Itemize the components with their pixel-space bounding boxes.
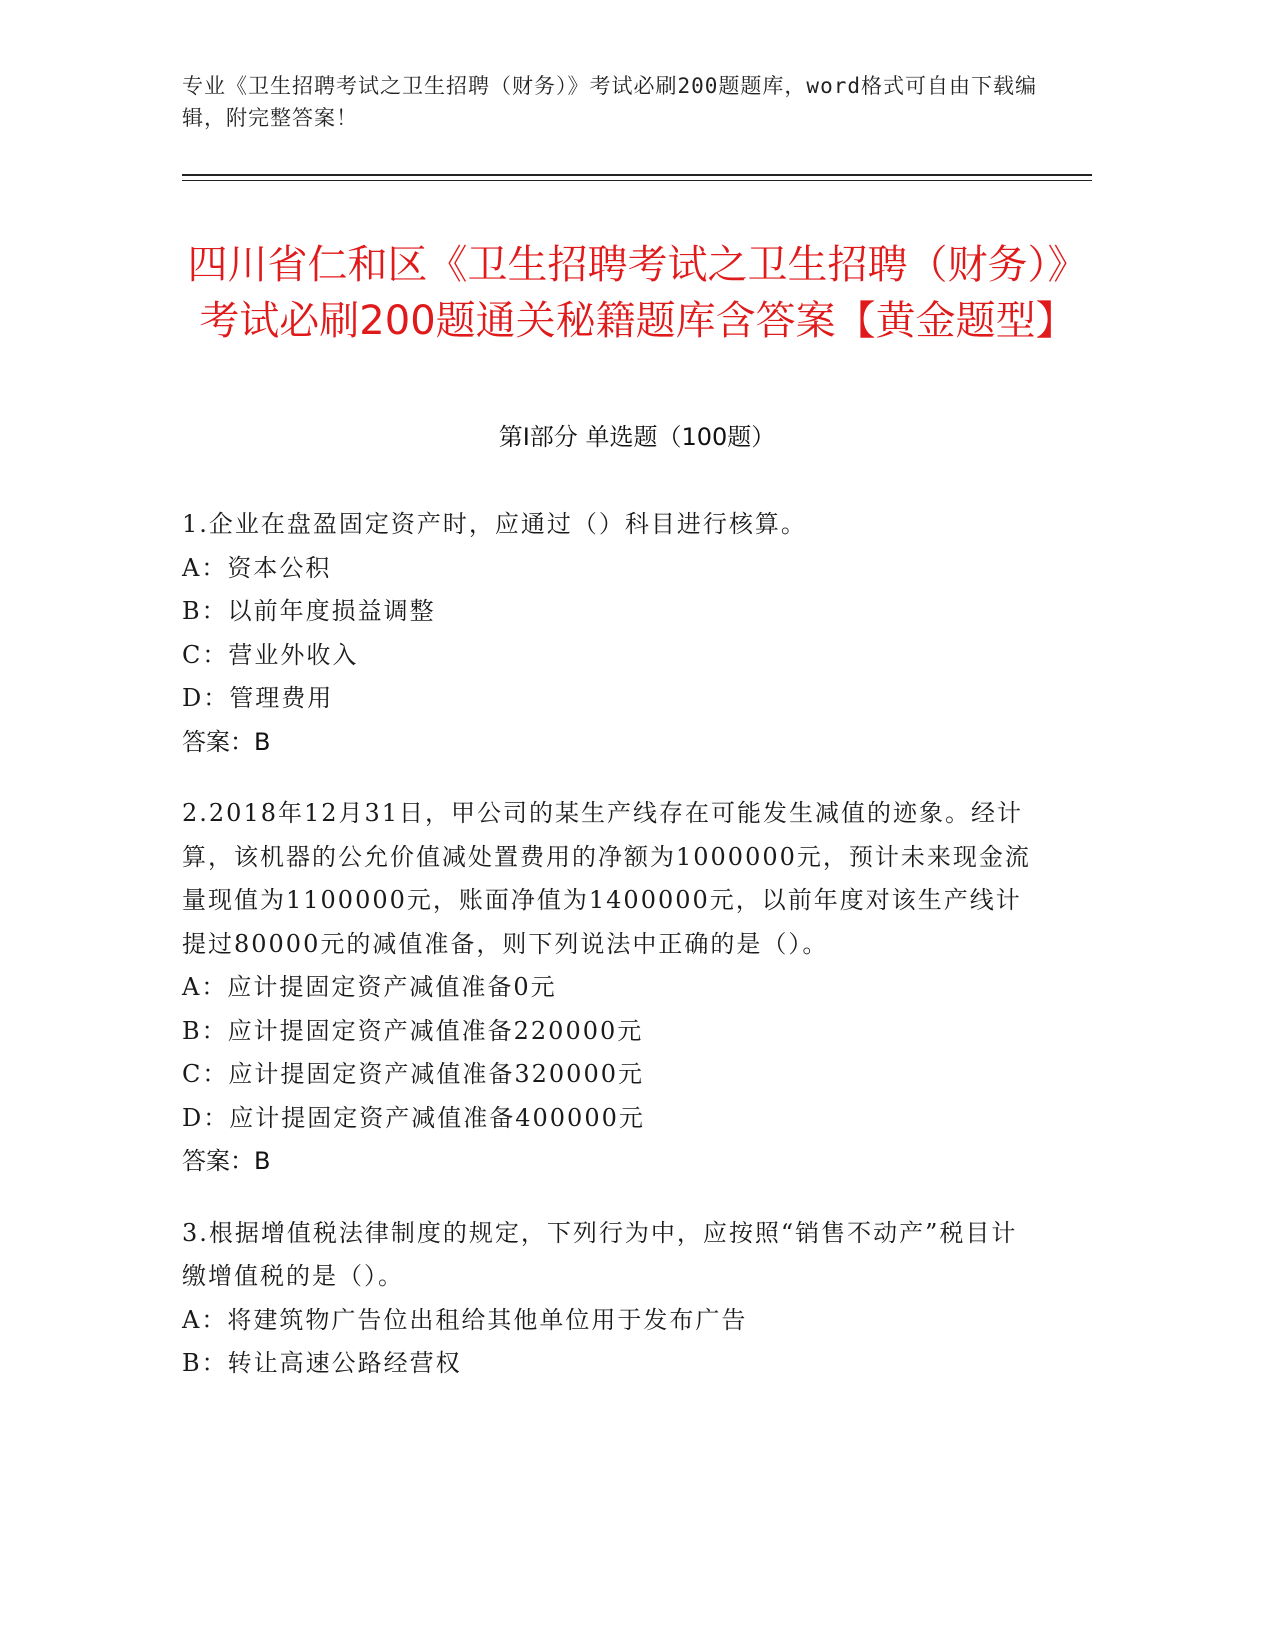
option-b: B：以前年度损益调整 bbox=[182, 597, 436, 625]
option-a: A：将建筑物广告位出租给其他单位用于发布广告 bbox=[182, 1305, 748, 1334]
option-c: C：应计提固定资产减值准备320000元 bbox=[182, 1060, 644, 1088]
option-a: A：资本公积 bbox=[182, 553, 332, 582]
option-c: C：营业外收入 bbox=[182, 640, 359, 669]
header-note: 专业《卫生招聘考试之卫生招聘（财务）》考试必刷200题题库，word格式可自由下载编辑，附完整答案！ bbox=[182, 74, 1037, 130]
question-3 bbox=[182, 1212, 1042, 1386]
question-1 bbox=[182, 503, 1042, 764]
question-list bbox=[182, 503, 1042, 1414]
option-d: D：应计提固定资产减值准备400000元 bbox=[182, 1103, 645, 1132]
answer: 答案：B bbox=[182, 1147, 271, 1175]
option-d: D：管理费用 bbox=[182, 684, 334, 712]
question-text: 1.企业在盘盈固定资产时，应通过（）科目进行核算。 bbox=[182, 510, 807, 538]
question-text: 3.根据增值税法律制度的规定，下列行为中，应按照“销售不动产”税目计缴增值税的是（）。 bbox=[182, 1218, 1018, 1290]
option-b: B：应计提固定资产减值准备220000元 bbox=[182, 1016, 644, 1045]
answer: 答案：B bbox=[182, 727, 271, 756]
question-text: 2.2018年12月31日，甲公司的某生产线存在可能发生减值的迹象。经计算，该机器的公允价值减处置费用的净额为1000000元，预计未来现金流量现值为1100000元，账面净值为1400000元，以前年度对该生产线计提过80000元的减值准备，则下列说法中正确的是（）。 bbox=[182, 799, 1031, 958]
section-heading: 第Ⅰ部分 单选题（100题） bbox=[498, 423, 776, 451]
option-b: B：转让高速公路经营权 bbox=[182, 1349, 462, 1377]
header-divider-thin bbox=[182, 180, 1092, 181]
question-2 bbox=[182, 792, 1042, 1184]
header-divider-thick bbox=[182, 174, 1092, 176]
document-title: 四川省仁和区《卫生招聘考试之卫生招聘（财务）》考试必刷200题通关秘籍题库含答案【黄金题型】 bbox=[187, 241, 1088, 344]
option-a: A：应计提固定资产减值准备0元 bbox=[182, 973, 557, 1001]
